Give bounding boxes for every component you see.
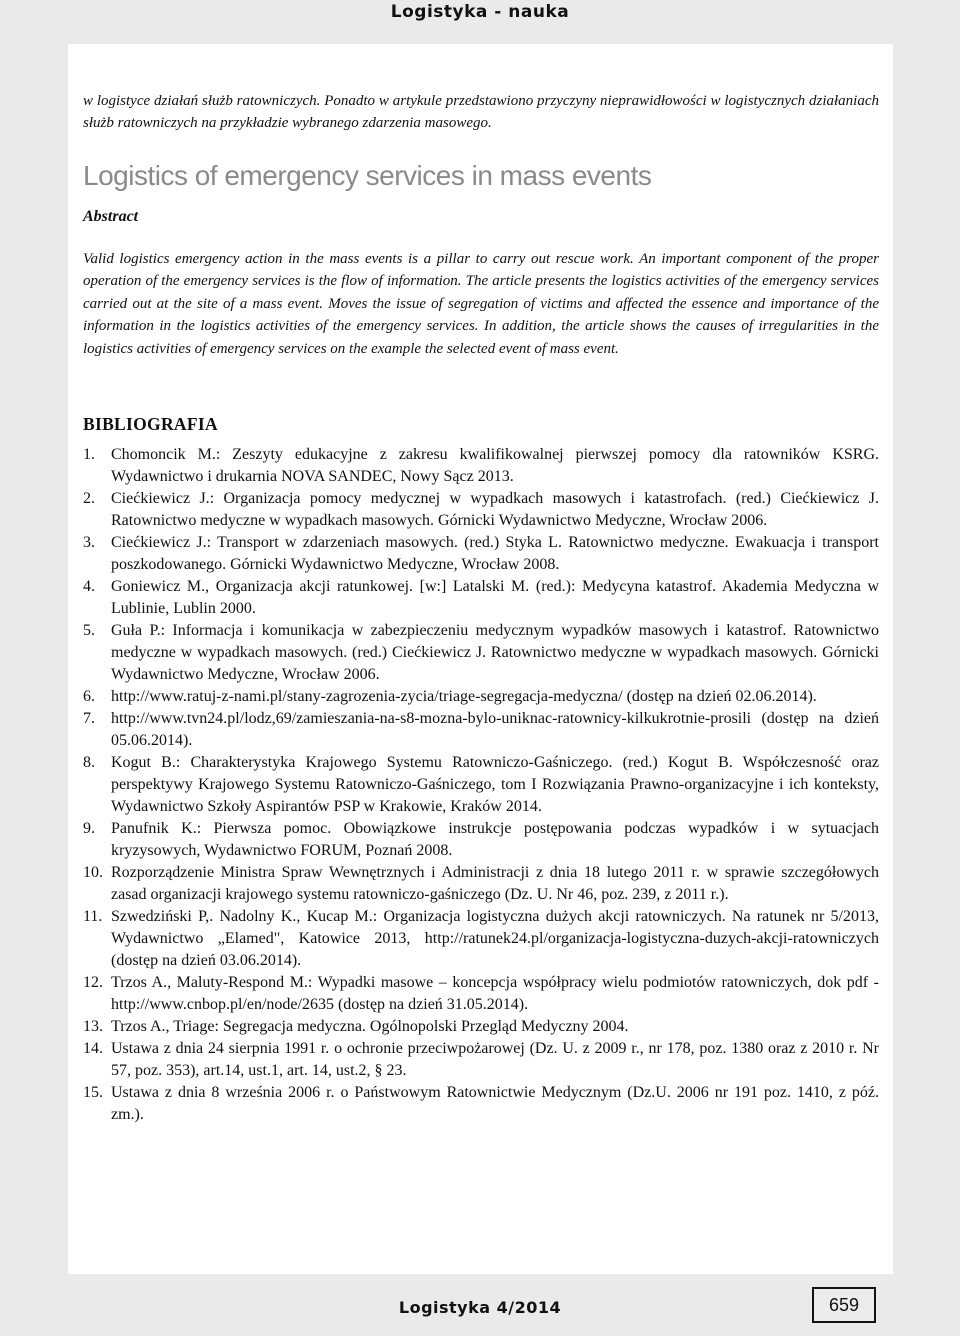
- bibliography-item-text: Panufnik K.: Pierwsza pomoc. Obowiązkowe instrukcje postępowania podczas wypadków i w sytuacjach kryzysowych, Wydawnictwo FORUM, Poznań 2008.: [111, 820, 879, 860]
- bibliography-item: [83, 1038, 879, 1082]
- intro-paragraph: w logistyce działań służb ratowniczych. Ponadto w artykule przedstawiono przyczyny nieprawidłowości w logistycznych działaniach służb ratowniczych na przykładzie wybranego zdarzenia masowego.: [83, 93, 879, 131]
- bibliography-item: [83, 576, 879, 620]
- page-number: 659: [812, 1287, 876, 1323]
- bibliography-item-number: 8.: [83, 754, 95, 772]
- bibliography-item: [83, 708, 879, 752]
- bibliography-item: [83, 620, 879, 686]
- bibliography-item-number: 5.: [83, 622, 95, 640]
- bibliography-item-text: Szwedziński P,. Nadolny K., Kucap M.: Organizacja logistyczna dużych akcji ratowniczych. Na ratunek nr 5/2013, Wydawnictwo „Elamed", Katowice 2013, http://ratunek24.pl/organizacja-logistyczna-duzych-akcji-ratowniczych (dostęp na dzień 03.06.2014).: [111, 908, 879, 970]
- bibliography-item: [83, 1016, 879, 1038]
- bibliography-item-text: Trzos A., Triage: Segregacja medyczna. Ogólnopolski Przegląd Medyczny 2004.: [111, 1018, 629, 1036]
- bibliography-item-number: 11.: [83, 908, 103, 926]
- bibliography-item-number: 3.: [83, 534, 95, 552]
- bibliography-item-number: 4.: [83, 578, 95, 596]
- bibliography-item-text: http://www.ratuj-z-nami.pl/stany-zagrozenia-zycia/triage-segregacja-medyczna/ (dostęp na dzień 02.06.2014).: [111, 688, 817, 706]
- bibliography-item-number: 12.: [83, 974, 103, 992]
- bibliography-item-number: 15.: [83, 1084, 103, 1102]
- bibliography-item: [83, 488, 879, 532]
- bibliography-item-text: Trzos A., Maluty-Respond M.: Wypadki masowe – koncepcja współpracy wielu podmiotów ratowniczych, dok pdf - http://www.cnbop.pl/en/node/2635 (dostęp na dzień 31.05.2014).: [111, 974, 879, 1014]
- abstract-heading: Abstract: [83, 208, 139, 225]
- bibliography-item-number: 13.: [83, 1018, 103, 1036]
- bibliography-item: [83, 444, 879, 488]
- bibliography-item-text: Rozporządzenie Ministra Spraw Wewnętrznych i Administracji z dnia 18 lutego 2011 r. w sprawie szczegółowych zasad organizacji krajowego systemu ratowniczo-gaśniczego (Dz. U. Nr 46, poz. 239, z 2011 r.).: [111, 864, 879, 904]
- bibliography-item-number: 1.: [83, 446, 95, 464]
- bibliography-item-text: Ciećkiewicz J.: Organizacja pomocy medycznej w wypadkach masowych i katastrofach. (red.) Ciećkiewicz J. Ratownictwo medyczne w wypadkach masowych. Górnicki Wydawnictwo Medyczne, Wrocław 2006.: [111, 490, 879, 530]
- bibliography-item-text: Guła P.: Informacja i komunikacja w zabezpieczeniu medycznym wypadków masowych i katastrof. Ratownictwo medyczne w wypadkach masowych. (red.) Ciećkiewicz J. Ratownictwo medyczne w wypadkach masowych. Górnicki Wydawnictwo Medyczne, Wrocław 2006.: [111, 622, 879, 684]
- bibliography-item: [83, 1082, 879, 1126]
- bibliography-item: [83, 686, 879, 708]
- bibliography-item-text: Ciećkiewicz J.: Transport w zdarzeniach masowych. (red.) Styka L. Ratownictwo medyczne. Ewakuacja i transport poszkodowanego. Górnicki Wydawnictwo Medyczne, Wrocław 2008.: [111, 534, 879, 574]
- bibliography-item-text: Ustawa z dnia 8 września 2006 r. o Państwowym Ratownictwie Medycznym (Dz.U. 2006 nr 191 poz. 1410, z póź. zm.).: [111, 1084, 879, 1124]
- bibliography-item-number: 7.: [83, 710, 95, 728]
- running-header-title: Logistyka - nauka: [390, 2, 570, 22]
- abstract-text: Valid logistics emergency action in the mass events is a pillar to carry out rescue work. An important component of the proper operation of the emergency services is the flow of information. The article presents the logistics activities of the emergency services carried out at the site of a mass event. Moves the issue of segregation of victims and affected the essence and importance of the information in the logistics activities of the emergency services. In addition, the article shows the causes of irregularities in the logistics activities of emergency services on the example the selected event of mass event.: [83, 251, 879, 357]
- bibliography-item-number: 10.: [83, 864, 103, 882]
- bibliography-item-text: Ustawa z dnia 24 sierpnia 1991 r. o ochronie przeciwpożarowej (Dz. U. z 2009 r., nr 178, poz. 1380 oraz z 2010 r. Nr 57, poz. 353), art.14, ust.1, art. 14, ust.2, § 23.: [111, 1040, 879, 1080]
- bibliography-item-text: Kogut B.: Charakterystyka Krajowego Systemu Ratowniczo-Gaśniczego. (red.) Kogut B. Współczesność oraz perspektywy Krajowego Systemu Ratowniczo-Gaśniczego, tom I Rozwiązania Prawno-organizacyjne i ich konteksty, Wydawnictwo Szkoły Aspirantów PSP w Krakowie, Kraków 2014.: [111, 754, 879, 816]
- bibliography-heading: BIBLIOGRAFIA: [83, 414, 218, 435]
- page-content: [83, 90, 879, 1126]
- bibliography-item: [83, 906, 879, 972]
- bibliography-item-number: 6.: [83, 688, 95, 706]
- bibliography-item: [83, 532, 879, 576]
- bibliography-list: [83, 444, 879, 1126]
- bibliography-item-number: 2.: [83, 490, 95, 508]
- page-sheet: [68, 44, 893, 1274]
- bibliography-item-text: http://www.tvn24.pl/lodz,69/zamieszania-na-s8-mozna-bylo-uniknac-ratownicy-kilkukrotnie-prosili (dostęp na dzień 05.06.2014).: [111, 710, 879, 750]
- article-title: Logistics of emergency services in mass events: [83, 160, 652, 191]
- bibliography-item-number: 14.: [83, 1040, 103, 1058]
- bibliography-item-text: Goniewicz M., Organizacja akcji ratunkowej. [w:] Latalski M. (red.): Medycyna katastrof. Akademia Medyczna w Lublinie, Lublin 2000.: [111, 578, 879, 618]
- bibliography-item: [83, 972, 879, 1016]
- bibliography-item-text: Chomoncik M.: Zeszyty edukacyjne z zakresu kwalifikowalnej pierwszej pomocy dla ratowników KSRG. Wydawnictwo i drukarnia NOVA SANDEC, Nowy Sącz 2013.: [111, 446, 879, 486]
- bibliography-item: [83, 818, 879, 862]
- footer-journal-issue: Logistyka 4/2014: [398, 1298, 562, 1317]
- bibliography-item: [83, 752, 879, 818]
- running-header: [0, 0, 960, 24]
- bibliography-item-number: 9.: [83, 820, 95, 838]
- bibliography-item: [83, 862, 879, 906]
